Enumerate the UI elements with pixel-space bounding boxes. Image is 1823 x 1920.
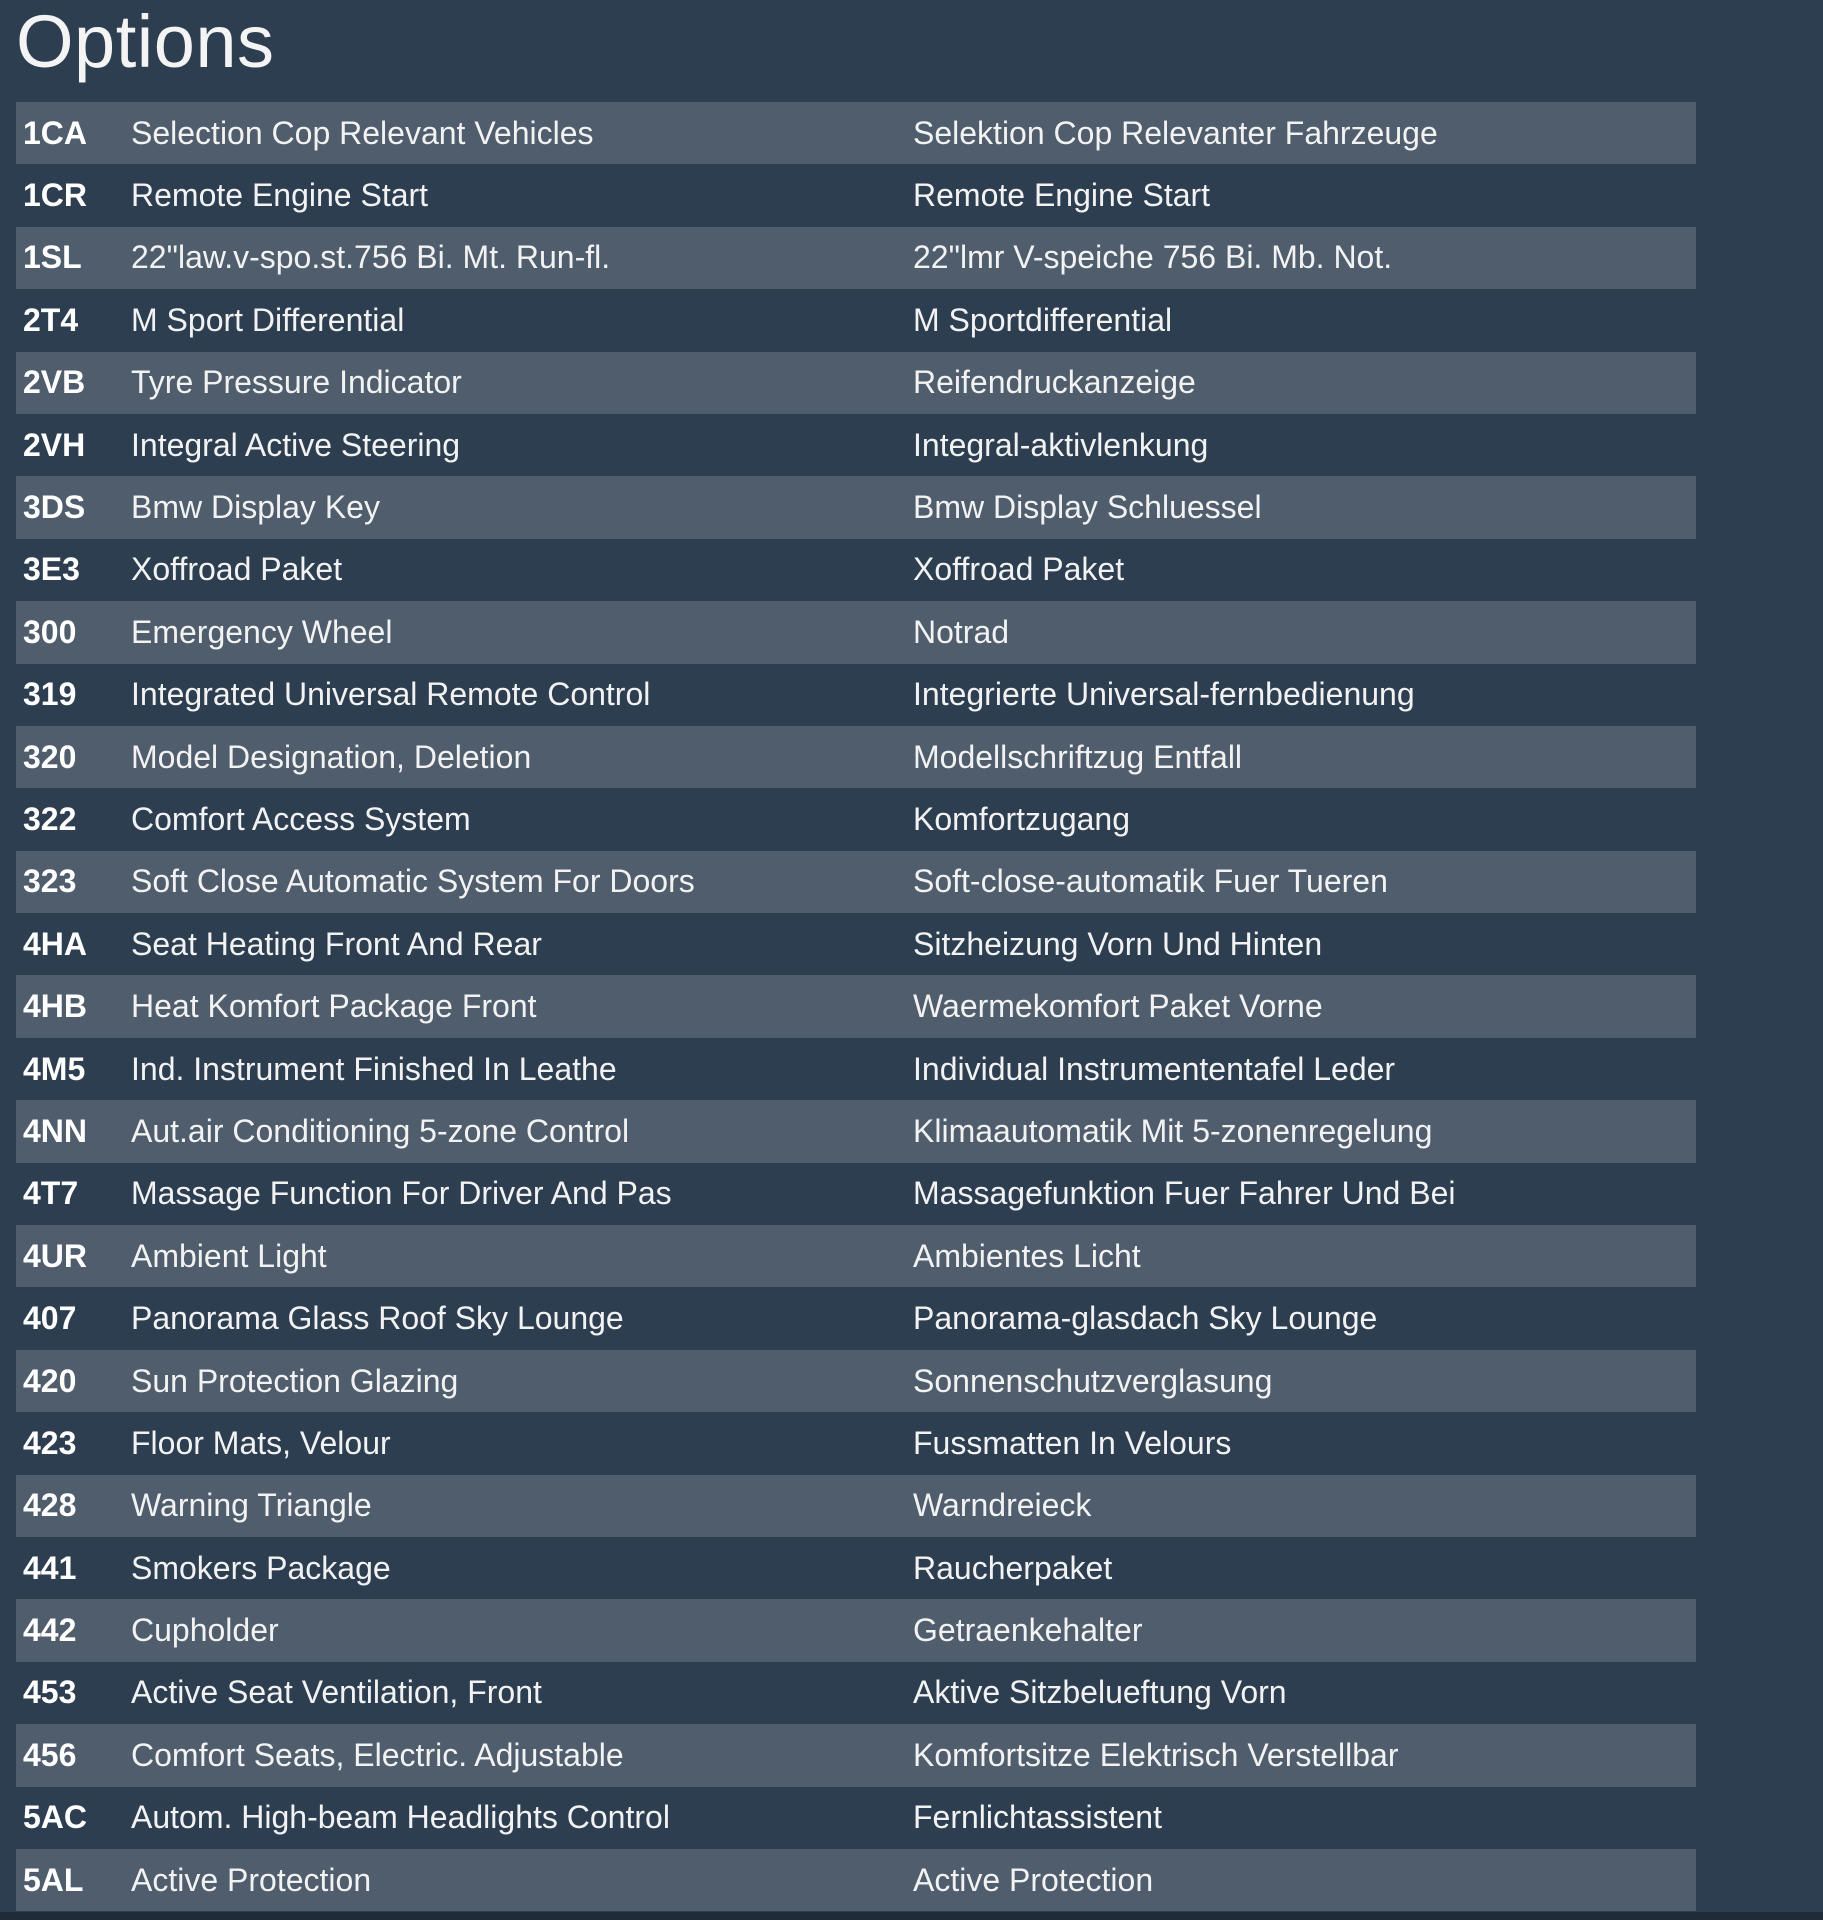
option-name-german: Integral-aktivlenkung (913, 426, 1209, 463)
table-row (16, 1475, 1696, 1537)
option-name-german: Massagefunktion Fuer Fahrer Und Bei (913, 1175, 1456, 1212)
table-row (16, 352, 1696, 414)
option-name-german: Modellschriftzug Entfall (913, 738, 1243, 775)
table-row (16, 726, 1696, 788)
table-row (16, 1100, 1696, 1162)
table-row (16, 476, 1696, 538)
options-table (16, 102, 1696, 1911)
option-name-german: Individual Instrumententafel Leder (913, 1050, 1396, 1087)
option-name-german: Fernlichtassistent (913, 1799, 1162, 1836)
option-name-german: Notrad (913, 613, 1010, 650)
option-name-english: Model Designation, Deletion (131, 738, 532, 775)
option-name-english: Warning Triangle (131, 1487, 372, 1524)
option-name-german: Panorama-glasdach Sky Lounge (913, 1300, 1378, 1337)
table-row (16, 1350, 1696, 1412)
option-name-english: Cupholder (131, 1612, 279, 1649)
option-name-german: Xoffroad Paket (913, 551, 1125, 588)
option-name-english: Active Protection (131, 1861, 372, 1898)
option-code: 2VB (23, 364, 86, 401)
option-name-english: Remote Engine Start (131, 177, 429, 214)
option-name-german: Soft-close-automatik Fuer Tueren (913, 863, 1388, 900)
table-row (16, 1537, 1696, 1599)
option-code: 300 (23, 613, 77, 650)
option-name-german: 22"lmr V-speiche 756 Bi. Mb. Not. (913, 239, 1393, 276)
option-name-german: Komfortzugang (913, 800, 1131, 837)
option-name-german: Bmw Display Schluessel (913, 489, 1262, 526)
option-name-english: Autom. High-beam Headlights Control (131, 1799, 670, 1836)
table-row (16, 1849, 1696, 1911)
option-name-english: Massage Function For Driver And Pas (131, 1175, 672, 1212)
option-code: 320 (23, 738, 77, 775)
option-name-english: Tyre Pressure Indicator (131, 364, 462, 401)
option-name-english: Bmw Display Key (131, 489, 380, 526)
table-row (16, 975, 1696, 1037)
option-name-english: Soft Close Automatic System For Doors (131, 863, 695, 900)
option-name-german: Aktive Sitzbelueftung Vorn (913, 1674, 1287, 1711)
option-name-german: Getraenkehalter (913, 1612, 1143, 1649)
option-name-english: Integral Active Steering (131, 426, 461, 463)
option-name-german: Reifendruckanzeige (913, 364, 1196, 401)
table-row (16, 1225, 1696, 1287)
option-name-english: Selection Cop Relevant Vehicles (131, 114, 594, 151)
option-name-german: Integrierte Universal-fernbedienung (913, 676, 1415, 713)
option-name-german: Raucherpaket (913, 1549, 1113, 1586)
option-name-english: Sun Protection Glazing (131, 1362, 459, 1399)
option-code: 3DS (23, 489, 86, 526)
option-code: 407 (23, 1300, 77, 1337)
table-row (16, 1787, 1696, 1849)
option-code: 2T4 (23, 301, 79, 338)
option-code: 4HA (23, 925, 88, 962)
option-name-english: 22"law.v-spo.st.756 Bi. Mt. Run-fl. (131, 239, 611, 276)
option-code: 1SL (23, 239, 82, 276)
option-name-english: Aut.air Conditioning 5-zone Control (131, 1112, 630, 1149)
option-name-german: Remote Engine Start (913, 177, 1211, 214)
option-name-english: Comfort Access System (131, 800, 471, 837)
table-row (16, 913, 1696, 975)
table-row (16, 851, 1696, 913)
option-name-german: Fussmatten In Velours (913, 1424, 1232, 1461)
option-name-english: Emergency Wheel (131, 613, 393, 650)
option-name-german: Warndreieck (913, 1487, 1092, 1524)
option-name-english: Ambient Light (131, 1237, 327, 1274)
option-name-english: Integrated Universal Remote Control (131, 676, 651, 713)
option-name-english: Heat Komfort Package Front (131, 988, 537, 1025)
table-row (16, 102, 1696, 164)
option-code: 1CR (23, 177, 88, 214)
option-code: 423 (23, 1424, 77, 1461)
option-name-german: Selektion Cop Relevanter Fahrzeuge (913, 114, 1438, 151)
table-row (16, 1163, 1696, 1225)
option-code: 5AC (23, 1799, 88, 1836)
option-code: 453 (23, 1674, 77, 1711)
option-name-german: Sonnenschutzverglasung (913, 1362, 1273, 1399)
table-row (16, 664, 1696, 726)
table-row (16, 1724, 1696, 1786)
option-code: 441 (23, 1549, 77, 1586)
option-code: 4M5 (23, 1050, 86, 1087)
option-name-german: Active Protection (913, 1861, 1154, 1898)
option-name-german: Waermekomfort Paket Vorne (913, 988, 1323, 1025)
option-code: 5AL (23, 1861, 84, 1898)
option-code: 323 (23, 863, 77, 900)
option-name-german: M Sportdifferential (913, 301, 1173, 338)
option-code: 442 (23, 1612, 77, 1649)
option-name-german: Komfortsitze Elektrisch Verstellbar (913, 1736, 1399, 1773)
option-name-english: Panorama Glass Roof Sky Lounge (131, 1300, 624, 1337)
option-code: 420 (23, 1362, 77, 1399)
table-row (16, 601, 1696, 663)
table-row (16, 1412, 1696, 1474)
option-name-english: M Sport Differential (131, 301, 405, 338)
page-title: Options (16, 0, 275, 83)
option-name-english: Ind. Instrument Finished In Leathe (131, 1050, 617, 1087)
table-row (16, 1287, 1696, 1349)
option-name-english: Smokers Package (131, 1549, 391, 1586)
option-name-english: Floor Mats, Velour (131, 1424, 391, 1461)
option-code: 4UR (23, 1237, 88, 1274)
option-code: 4T7 (23, 1175, 79, 1212)
table-row (16, 788, 1696, 850)
option-name-english: Active Seat Ventilation, Front (131, 1674, 542, 1711)
table-row (16, 539, 1696, 601)
option-name-german: Ambientes Licht (913, 1237, 1141, 1274)
bottom-edge-strip (0, 1912, 1823, 1920)
option-code: 4NN (23, 1112, 88, 1149)
option-code: 1CA (23, 114, 88, 151)
option-code: 4HB (23, 988, 88, 1025)
option-code: 3E3 (23, 551, 80, 588)
option-name-german: Klimaautomatik Mit 5-zonenregelung (913, 1112, 1433, 1149)
table-row (16, 1662, 1696, 1724)
option-code: 428 (23, 1487, 77, 1524)
option-code: 319 (23, 676, 77, 713)
option-name-english: Comfort Seats, Electric. Adjustable (131, 1736, 624, 1773)
table-row (16, 1038, 1696, 1100)
option-code: 456 (23, 1736, 77, 1773)
option-name-english: Xoffroad Paket (131, 551, 343, 588)
option-name-english: Seat Heating Front And Rear (131, 925, 542, 962)
table-row (16, 164, 1696, 226)
option-code: 322 (23, 800, 77, 837)
option-name-german: Sitzheizung Vorn Und Hinten (913, 925, 1323, 962)
option-code: 2VH (23, 426, 86, 463)
table-row (16, 227, 1696, 289)
table-row (16, 289, 1696, 351)
table-row (16, 1599, 1696, 1661)
table-row (16, 414, 1696, 476)
